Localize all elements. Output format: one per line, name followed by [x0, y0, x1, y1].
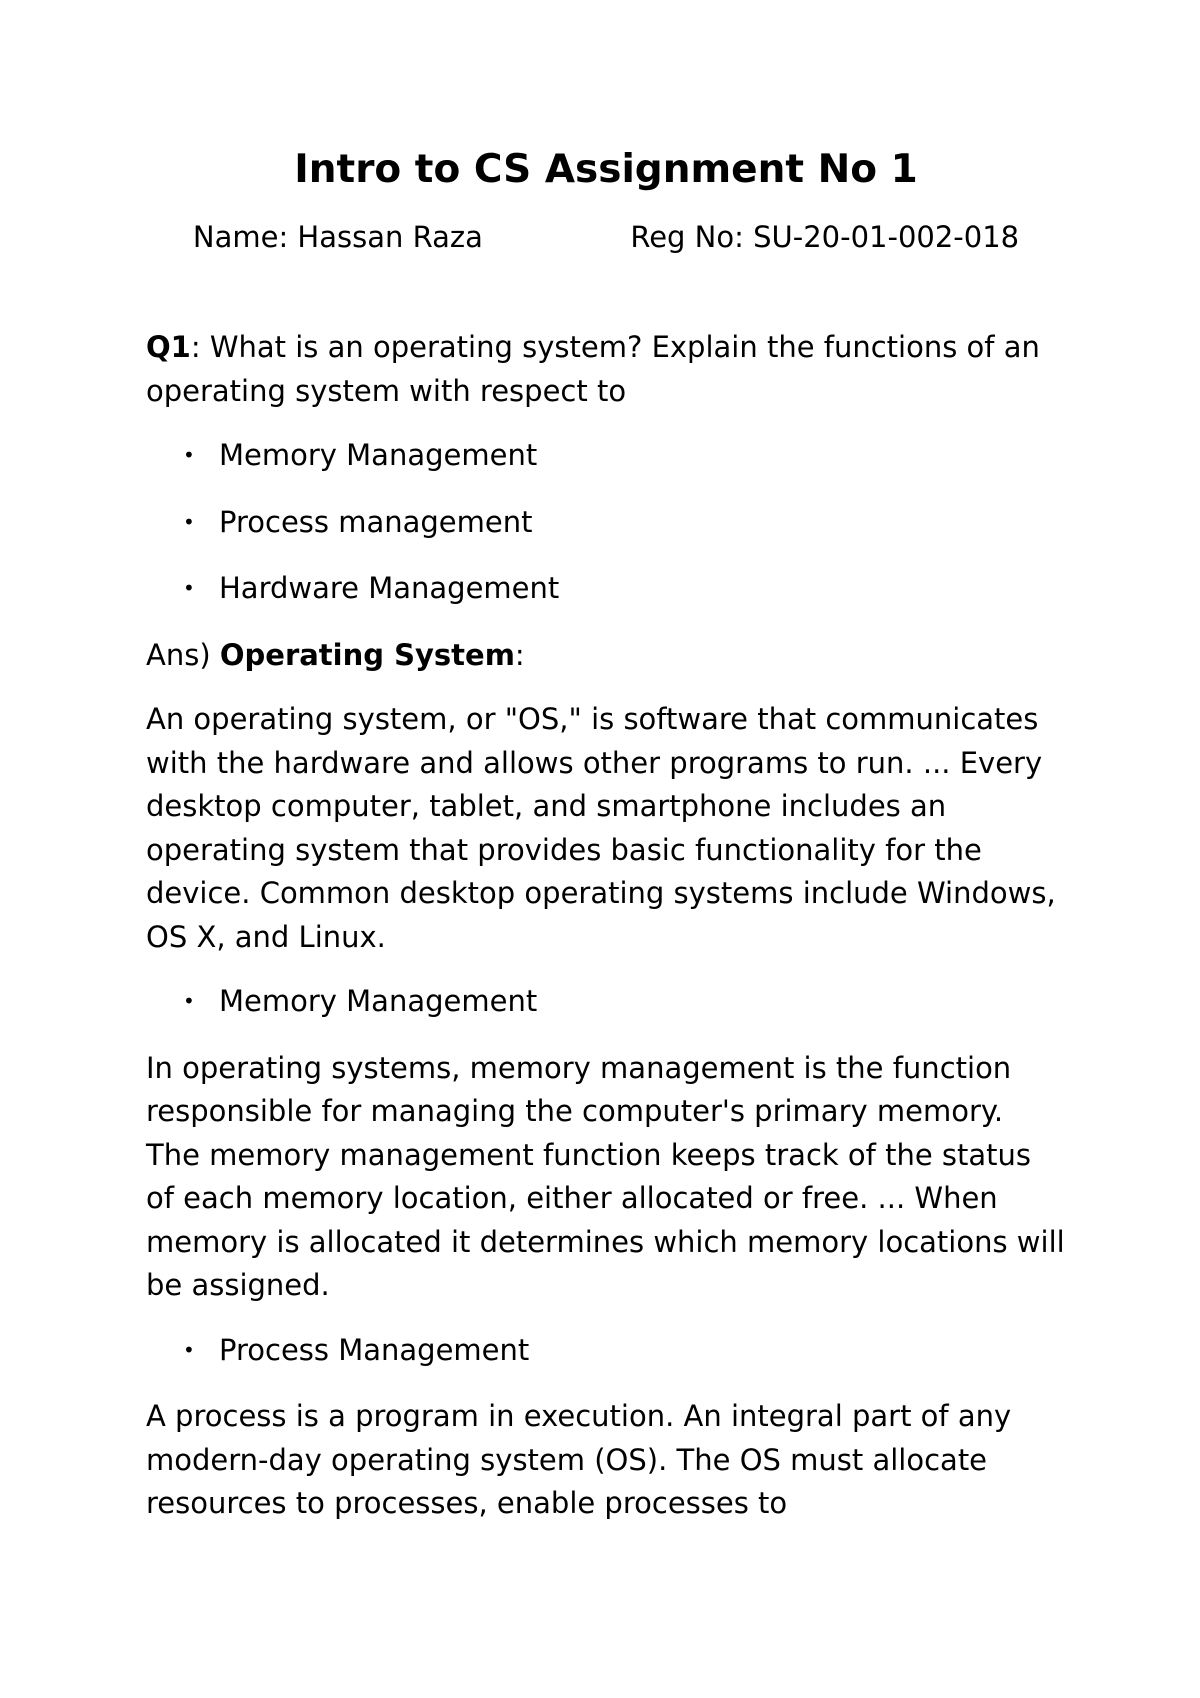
memory-paragraph: In operating systems, memory management is the function responsible for managing the computer's primary memory. The memory management function keeps track of the status of each memory location, either allocated or free. ... When memory is allocated it determines which memory locations will be assigned. — [146, 1050, 1065, 1302]
process-paragraph: A process is a program in execution. An integral part of any modern-day operating system (OS). The OS must allocate resources to processes, enable processes to — [146, 1399, 1012, 1520]
os-definition-paragraph: An operating system, or "OS," is software that communicates with the hardware and allows other programs to run. ... Every desktop computer, tablet, and smartphone includes an operating system that provides basic functionality for the device. Common desktop operating systems include Windows, OS X, and Linux. — [146, 702, 1056, 954]
bullet-icon: • — [183, 989, 195, 1013]
bullet-icon: • — [183, 443, 195, 467]
bullet-icon: • — [183, 509, 195, 534]
question-paragraph — [146, 326, 1066, 413]
bullet-icon: • — [183, 1337, 195, 1362]
process-section-bullet — [146, 1329, 1066, 1373]
answer-prefix: Ans) — [146, 637, 220, 672]
document-title: Intro to CS Assignment No 1 — [294, 147, 918, 192]
list-item-label: Memory Management — [219, 984, 538, 1018]
answer-heading — [146, 634, 1066, 678]
list-item-label: Process Management — [219, 1332, 530, 1367]
student-info-line: Name: Hassan Raza Reg No: SU-20-01-002-018 — [192, 220, 1020, 254]
list-item — [146, 980, 1066, 1024]
document-body — [146, 326, 1066, 1547]
memory-section-bullet — [146, 980, 1066, 1024]
bullet-icon: • — [183, 576, 195, 600]
question-text: : What is an operating system? Explain the functions of an operating system with respect to — [146, 330, 1040, 408]
list-item — [146, 567, 1066, 611]
list-item-label: Hardware Management — [219, 571, 560, 605]
list-item — [146, 501, 1066, 545]
question-label: Q1 — [146, 330, 191, 364]
list-item-label: Process management — [219, 504, 533, 539]
answer-heading-suffix: : — [514, 637, 525, 672]
question-bullet-list — [146, 434, 1066, 611]
list-item-label: Memory Management — [219, 438, 538, 472]
list-item — [146, 434, 1066, 478]
answer-heading-text: Operating System — [219, 637, 515, 672]
list-item — [146, 1329, 1066, 1373]
